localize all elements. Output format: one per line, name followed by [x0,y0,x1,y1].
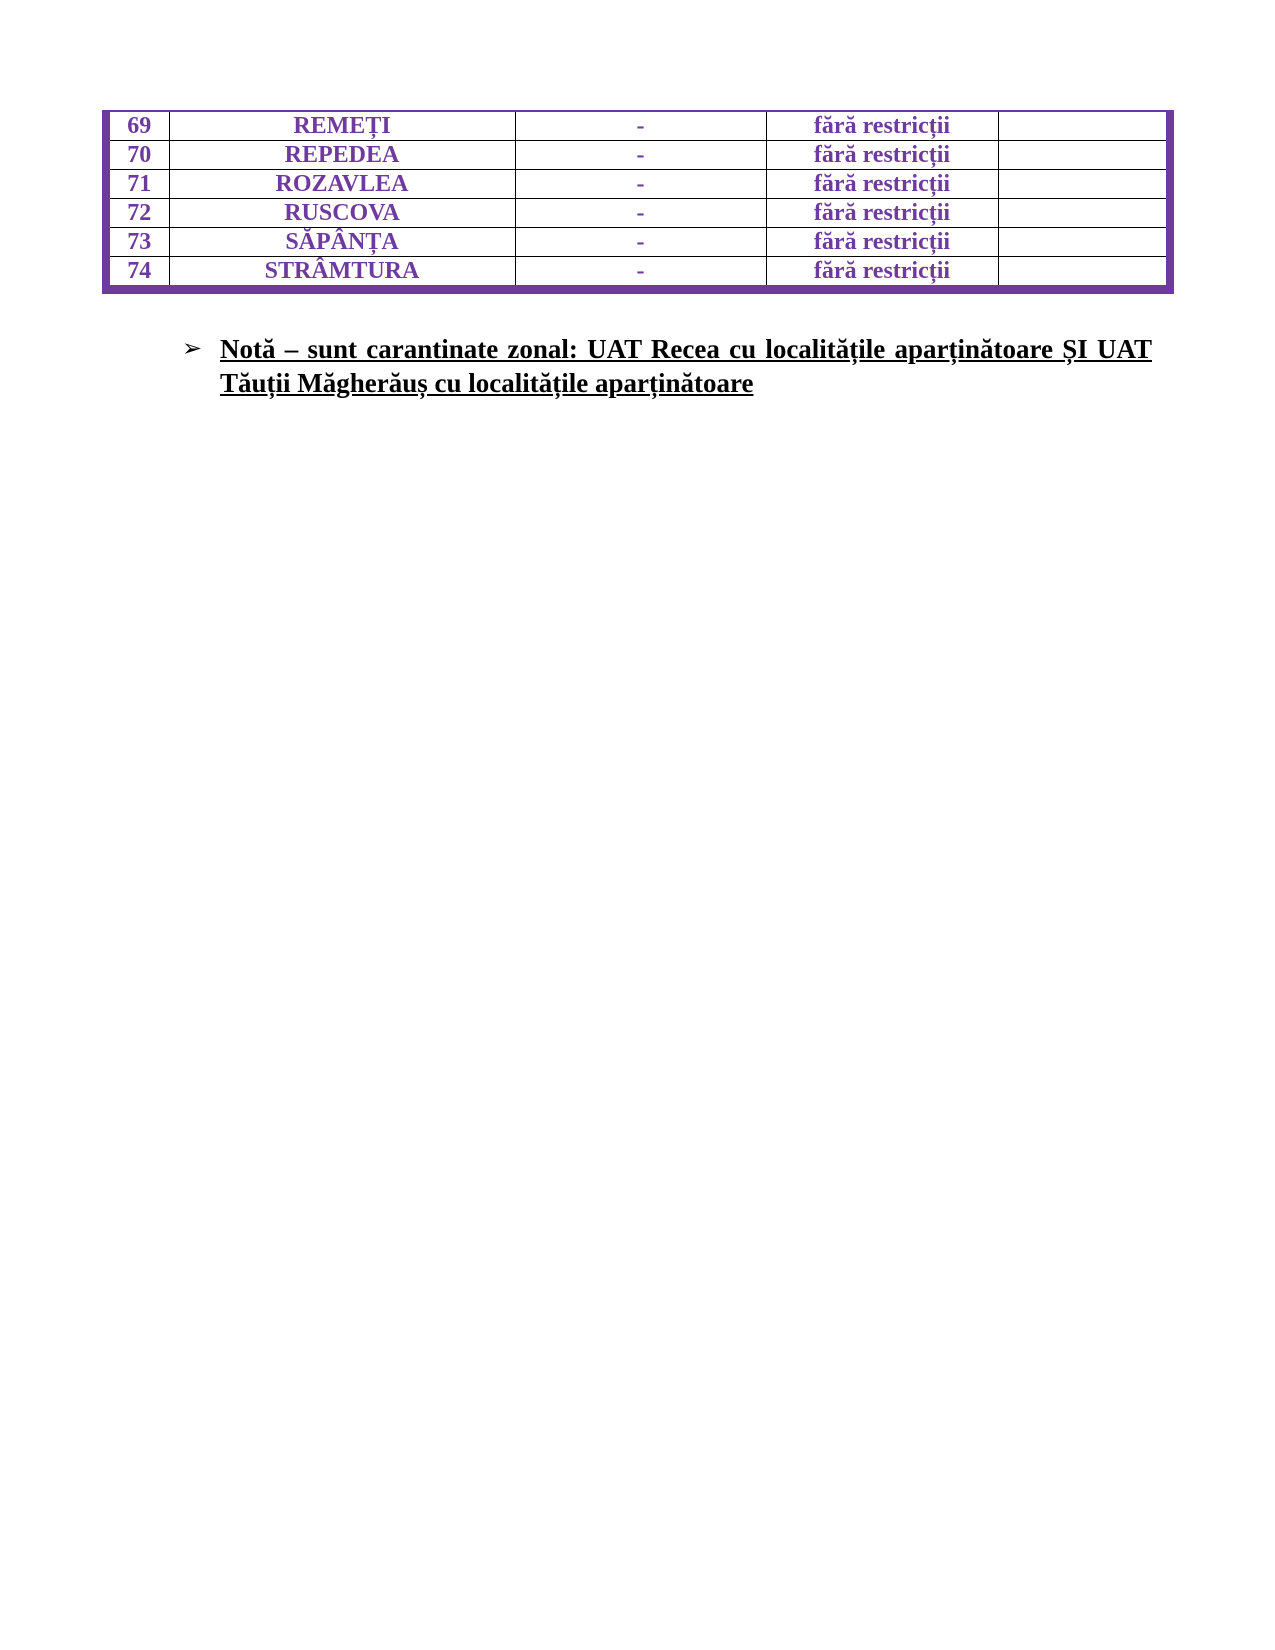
row-number: 69 [110,112,169,141]
locality-name: REMEȚI [169,112,515,141]
locality-name: REPEDEA [169,141,515,170]
table-row [110,141,1166,170]
row-number: 72 [110,199,169,228]
quarantine-note [182,332,1152,400]
empty-cell [998,257,1166,286]
locality-name: RUSCOVA [169,199,515,228]
status-cell: fără restricții [766,199,998,228]
empty-cell [998,228,1166,257]
row-number: 74 [110,257,169,286]
status-cell: fără restricții [766,257,998,286]
note-text: Notă – sunt carantinate zonal: UAT Recea cu localitățile aparținătoare ȘI UAT Tăuții Măgherăuș cu localitățile aparținătoare [220,334,1152,398]
empty-cell [998,170,1166,199]
status-cell: fără restricții [766,170,998,199]
status-cell: fără restricții [766,228,998,257]
status-cell: fără restricții [766,141,998,170]
row-number: 71 [110,170,169,199]
dash-cell: - [515,199,766,228]
table-row [110,199,1166,228]
table-row [110,257,1166,286]
locality-name: ROZAVLEA [169,170,515,199]
arrow-bullet-icon: ➢ [182,336,203,362]
empty-cell [998,141,1166,170]
table-row [110,112,1166,141]
localities-table-frame [102,110,1174,294]
dash-cell: - [515,257,766,286]
empty-cell [998,112,1166,141]
dash-cell: - [515,170,766,199]
locality-name: SĂPÂNȚA [169,228,515,257]
table-row [110,170,1166,199]
dash-cell: - [515,228,766,257]
dash-cell: - [515,112,766,141]
table-row [110,228,1166,257]
row-number: 73 [110,228,169,257]
locality-name: STRÂMTURA [169,257,515,286]
status-cell: fără restricții [766,112,998,141]
localities-table [110,112,1166,285]
row-number: 70 [110,141,169,170]
dash-cell: - [515,141,766,170]
empty-cell [998,199,1166,228]
